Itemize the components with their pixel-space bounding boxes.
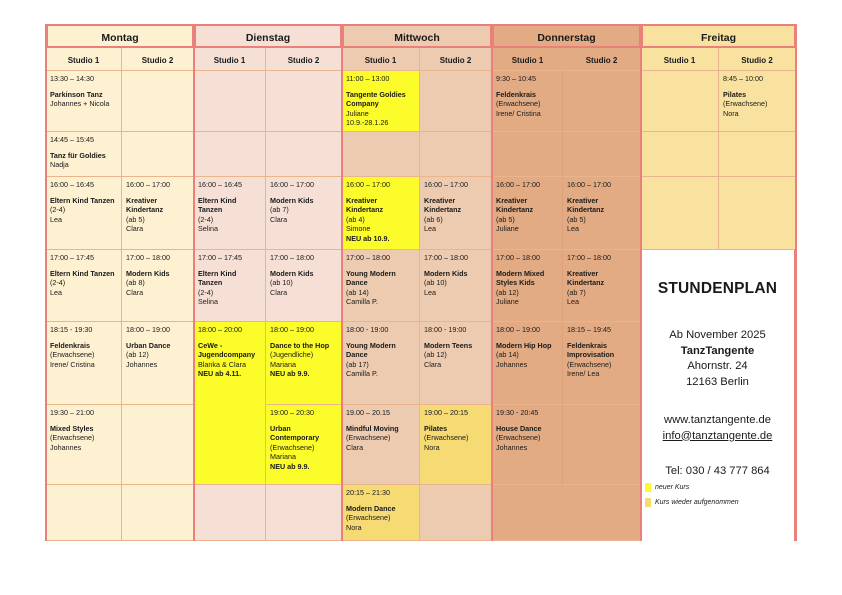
empty-slot — [46, 485, 122, 541]
empty-slot — [420, 132, 492, 177]
contact-block — [641, 413, 794, 444]
course-teacher: Clara — [126, 224, 144, 234]
empty-slot — [420, 71, 492, 132]
course-age: (ab 12) — [424, 350, 447, 360]
course-teacher: Clara — [126, 287, 144, 297]
course-cell — [492, 71, 563, 132]
course-age: (ab 14) — [346, 287, 369, 297]
course-cell — [46, 322, 122, 405]
course-time: 16:00 – 17:00 — [346, 180, 390, 189]
day-divider — [795, 24, 797, 541]
course-age: (ab 8) — [126, 278, 145, 288]
course-cell — [46, 177, 122, 250]
day-divider — [491, 24, 493, 541]
course-age: (Erwachsene) — [50, 350, 95, 360]
day-header-donnerstag: Donnerstag — [492, 24, 641, 48]
course-age: (ab 4) — [346, 214, 365, 224]
course-age: (ab 7) — [567, 287, 586, 297]
course-cell — [342, 405, 420, 485]
studio-header-thu-2: Studio 2 — [563, 48, 641, 71]
course-age: (Erwachsene) — [346, 433, 391, 443]
course-cell-new — [266, 405, 342, 485]
course-teacher: Johannes — [50, 442, 82, 452]
course-cell — [122, 177, 194, 250]
timetable — [46, 24, 796, 541]
course-age: (ab 10) — [270, 278, 293, 288]
day-header-freitag: Freitag — [641, 24, 796, 48]
course-title: Urban Contemporary — [270, 423, 320, 443]
day-header-mittwoch: Mittwoch — [342, 24, 492, 48]
studio-header-wed-2: Studio 2 — [420, 48, 492, 71]
course-time: 19:00 – 20:30 — [270, 408, 314, 417]
studio-header-mon-2: Studio 2 — [122, 48, 194, 71]
day-header-montag: Montag — [46, 24, 194, 48]
course-time: 14:45 – 15:45 — [50, 135, 94, 144]
course-title: Kreativer Kindertanz — [424, 195, 462, 215]
course-cell — [492, 177, 563, 250]
course-title: Eltern Kind Tanzen — [50, 195, 115, 205]
course-age: (Erwachsene) — [567, 359, 612, 369]
course-time: 17:00 – 18:00 — [496, 253, 540, 262]
course-time: 17:00 – 18:00 — [126, 253, 170, 262]
course-time: 17:00 – 18:00 — [424, 253, 468, 262]
course-teacher: Simone — [346, 224, 371, 234]
course-title: Kreativer Kindertanz — [567, 195, 605, 215]
empty-slot — [641, 71, 719, 132]
course-teacher: Mariana — [270, 359, 296, 369]
course-title: Young Modern Dance — [346, 268, 396, 288]
empty-slot — [492, 132, 563, 177]
course-time: 20:15 – 21:30 — [346, 488, 390, 497]
course-cell — [46, 132, 122, 177]
course-cell — [492, 322, 563, 405]
course-title: House Dance — [496, 423, 542, 433]
studio-header-tue-1: Studio 1 — [194, 48, 266, 71]
course-age: (ab 5) — [567, 214, 586, 224]
course-title: Modern Kids — [126, 268, 170, 278]
course-title: Kreativer Kindertanz — [346, 195, 384, 215]
course-title: Kreativer Kindertanz — [496, 195, 534, 215]
course-title: Pilates — [723, 89, 747, 99]
course-title: Feldenkrais Improvisation — [567, 340, 615, 360]
course-title: Eltern Kind Tanzen — [198, 268, 237, 288]
course-cell — [266, 177, 342, 250]
empty-slot — [266, 132, 342, 177]
course-time: 18:00 – 19:00 — [496, 325, 540, 334]
course-note: NEU ab 4.11. — [198, 369, 242, 379]
course-cell — [492, 250, 563, 322]
course-title: Dance to the Hop — [270, 340, 330, 350]
course-cell-new — [194, 322, 266, 485]
website-link[interactable]: www.tanztangente.de — [664, 414, 771, 426]
course-title: Feldenkrais — [50, 340, 90, 350]
course-cell — [46, 71, 122, 132]
empty-slot — [420, 485, 492, 541]
course-age: (Erwachsene) — [496, 99, 541, 109]
course-dates: 10.9.-28.1.26 — [346, 118, 389, 128]
empty-slot — [563, 132, 641, 177]
course-title: Urban Dance — [126, 340, 171, 350]
course-teacher: Irene/ Cristina — [50, 359, 95, 369]
course-title: Young Modern Dance — [346, 340, 396, 360]
legend-swatch-new — [645, 483, 651, 492]
empty-slot — [563, 71, 641, 132]
course-age: (Erwachsene) — [723, 99, 768, 109]
empty-slot — [342, 132, 420, 177]
course-time: 18:00 – 20:00 — [198, 325, 242, 334]
course-teacher: Mariana — [270, 452, 296, 462]
course-teacher: Nora — [346, 522, 362, 532]
studio-header-mon-1: Studio 1 — [46, 48, 122, 71]
studio-header-wed-1: Studio 1 — [342, 48, 420, 71]
course-age: (ab 10) — [424, 278, 447, 288]
course-teacher: Selina — [198, 224, 218, 234]
course-cell — [563, 250, 641, 322]
course-time: 17:00 – 18:00 — [346, 253, 390, 262]
course-teacher: Juliane — [496, 297, 519, 307]
empty-slot — [266, 71, 342, 132]
course-age: (Erwachsene) — [346, 513, 391, 523]
course-time: 18:15 - 19:30 — [50, 325, 93, 334]
city: 12163 Berlin — [686, 375, 749, 388]
empty-slot — [719, 177, 796, 250]
course-title: Modern Kids — [270, 195, 314, 205]
course-time: 16:00 – 17:00 — [424, 180, 468, 189]
course-teacher: Lea — [567, 297, 579, 307]
address-block — [641, 328, 794, 390]
course-teacher: Nora — [424, 442, 440, 452]
day-header-dienstag: Dienstag — [194, 24, 342, 48]
empty-slot — [122, 405, 194, 485]
course-time: 19:00 – 20:15 — [424, 408, 468, 417]
course-title: Kreativer Kindertanz — [567, 268, 605, 288]
course-title: Mixed Styles — [50, 423, 94, 433]
empty-slot — [194, 71, 266, 132]
course-age: (2-4) — [198, 214, 214, 224]
course-cell — [420, 250, 492, 322]
course-time: 17:00 – 17:45 — [50, 253, 94, 262]
empty-slot — [122, 485, 194, 541]
empty-slot — [122, 132, 194, 177]
course-time: 18:15 – 19:45 — [567, 325, 611, 334]
course-title: Modern Dance — [346, 503, 396, 513]
course-cell-resumed — [342, 485, 420, 541]
info-panel — [641, 250, 796, 541]
course-age: (ab 6) — [424, 214, 443, 224]
course-time: 9:30 – 10:45 — [496, 74, 536, 83]
schedule-title: STUNDENPLAN — [657, 280, 778, 297]
course-cell — [122, 322, 194, 405]
course-time: 16:00 – 17:00 — [567, 180, 611, 189]
course-title: Modern Hip Hop — [496, 340, 552, 350]
studio-header-fri-1: Studio 1 — [641, 48, 719, 71]
empty-slot — [563, 405, 641, 485]
legend-label: neuer Kurs — [655, 484, 690, 491]
course-age: (2-4) — [50, 205, 66, 215]
empty-slot — [266, 485, 342, 541]
course-title: Parkinson Tanz — [50, 89, 103, 99]
course-age: (Jugendliche) — [270, 350, 314, 360]
course-teacher: Irene/ Lea — [567, 369, 600, 379]
course-teacher: Blanka & Clara — [198, 359, 246, 369]
legend-new-course — [645, 483, 689, 492]
studio-header-fri-2: Studio 2 — [719, 48, 796, 71]
course-cell — [719, 71, 796, 132]
legend-label: Kurs wieder aufgenommen — [655, 499, 739, 506]
empty-slot — [641, 177, 719, 250]
course-age: (ab 17) — [346, 359, 369, 369]
course-time: 19.00 – 20.15 — [346, 408, 390, 417]
course-teacher: Johannes — [126, 359, 158, 369]
day-divider — [341, 24, 343, 541]
course-teacher: Lea — [424, 287, 436, 297]
course-time: 18:00 - 19:00 — [424, 325, 467, 334]
course-teacher: Clara — [270, 287, 288, 297]
course-time: 16:00 – 17:00 — [126, 180, 170, 189]
course-cell-new — [342, 177, 420, 250]
course-time: 16:00 – 16:45 — [50, 180, 94, 189]
course-time: 13:30 – 14:30 — [50, 74, 94, 83]
course-time: 18:00 - 19:00 — [346, 325, 389, 334]
course-teacher: Nora — [723, 108, 739, 118]
course-time: 16:00 – 17:00 — [496, 180, 540, 189]
course-note: NEU ab 9.9. — [270, 461, 310, 471]
course-age: (Erwachsene) — [50, 433, 95, 443]
empty-slot — [492, 485, 641, 541]
course-age: (ab 7) — [270, 205, 289, 215]
course-teacher: Clara — [346, 442, 364, 452]
course-age: (Erwachsene) — [496, 433, 541, 443]
course-time: 8:45 – 10:00 — [723, 74, 763, 83]
course-title: Modern Kids — [424, 268, 468, 278]
course-title: Modern Teens — [424, 340, 473, 350]
course-teacher: Camilla P. — [346, 297, 378, 307]
course-teacher: Camilla P. — [346, 369, 378, 379]
empty-slot — [194, 132, 266, 177]
course-time: 19:30 - 20:45 — [496, 408, 539, 417]
course-teacher: Johannes — [496, 359, 528, 369]
course-cell — [492, 405, 563, 485]
empty-slot — [122, 71, 194, 132]
course-age: (ab 12) — [126, 350, 149, 360]
course-time: 17:00 – 18:00 — [270, 253, 314, 262]
course-title: Mindful Moving — [346, 423, 399, 433]
course-teacher: Johannes + Nicola — [50, 99, 110, 109]
course-age: (Erwachsene) — [424, 433, 469, 443]
day-divider — [45, 24, 47, 541]
course-teacher: Juliane — [496, 224, 519, 234]
course-age: (ab 5) — [496, 214, 515, 224]
course-cell-resumed — [420, 405, 492, 485]
course-teacher: Johannes — [496, 442, 528, 452]
course-cell — [122, 250, 194, 322]
studio-header-thu-1: Studio 1 — [492, 48, 563, 71]
course-title: Eltern Kind Tanzen — [198, 195, 237, 215]
course-time: 11:00 – 13:00 — [346, 74, 390, 83]
course-age: (ab 5) — [126, 214, 145, 224]
empty-slot — [641, 132, 719, 177]
course-teacher: Selina — [198, 297, 218, 307]
course-time: 17:00 – 18:00 — [567, 253, 611, 262]
course-teacher: Juliane — [346, 108, 369, 118]
course-time: 17:00 – 17:45 — [198, 253, 242, 262]
course-cell — [46, 405, 122, 485]
course-age: (ab 14) — [496, 350, 519, 360]
course-cell — [563, 322, 641, 405]
studio-name: TanzTangente — [680, 344, 755, 357]
course-time: 16:00 – 16:45 — [198, 180, 242, 189]
course-title: Pilates — [424, 423, 448, 433]
course-teacher: Irene/ Cristina — [496, 108, 541, 118]
course-title: Tangente Goldies Company — [346, 89, 406, 109]
course-cell — [194, 177, 266, 250]
course-teacher: Lea — [50, 287, 62, 297]
day-divider — [640, 24, 642, 541]
phone: Tel: 030 / 43 777 864 — [665, 465, 770, 477]
course-cell-new — [342, 71, 420, 132]
street: Ahornstr. 24 — [687, 360, 748, 372]
empty-slot — [194, 485, 266, 541]
course-time: 19:30 – 21:00 — [50, 408, 94, 417]
course-age: (Erwachsene) — [270, 442, 315, 452]
course-teacher: Clara — [270, 214, 288, 224]
course-time: 18:00 – 19:00 — [126, 325, 170, 334]
studio-header-tue-2: Studio 2 — [266, 48, 342, 71]
course-age: (2-4) — [198, 287, 214, 297]
course-cell-new — [266, 322, 342, 405]
course-teacher: Lea — [567, 224, 579, 234]
course-cell — [194, 250, 266, 322]
course-age: (ab 12) — [496, 287, 519, 297]
course-teacher: Nadja — [50, 160, 69, 170]
legend-resumed-course — [645, 498, 739, 507]
course-cell — [46, 250, 122, 322]
course-title: Kreativer Kindertanz — [126, 195, 164, 215]
course-teacher: Clara — [424, 359, 442, 369]
course-title: Eltern Kind Tanzen — [50, 268, 115, 278]
course-title: CeWe - Jugendcompany — [198, 340, 256, 360]
course-cell — [420, 322, 492, 405]
course-title: Modern Mixed Styles Kids — [496, 268, 545, 288]
legend-swatch-resumed — [645, 498, 651, 507]
course-cell — [563, 177, 641, 250]
empty-slot — [719, 132, 796, 177]
day-divider — [193, 24, 195, 541]
course-note: NEU ab 9.9. — [270, 369, 310, 379]
course-age: (2-4) — [50, 278, 66, 288]
course-time: 16:00 – 17:00 — [270, 180, 314, 189]
course-title: Feldenkrais — [496, 89, 536, 99]
course-title: Modern Kids — [270, 268, 314, 278]
course-teacher: Lea — [424, 224, 436, 234]
course-teacher: Lea — [50, 214, 62, 224]
valid-from: Ab November 2025 — [669, 329, 766, 341]
course-cell — [266, 250, 342, 322]
course-cell — [420, 177, 492, 250]
email-link[interactable]: info@tanztangente.de — [662, 429, 773, 442]
course-note: NEU ab 10.9. — [346, 233, 390, 243]
course-time: 18:00 – 19:00 — [270, 325, 314, 334]
course-cell — [342, 322, 420, 405]
course-title: Tanz für Goldies — [50, 150, 106, 160]
course-cell — [342, 250, 420, 322]
